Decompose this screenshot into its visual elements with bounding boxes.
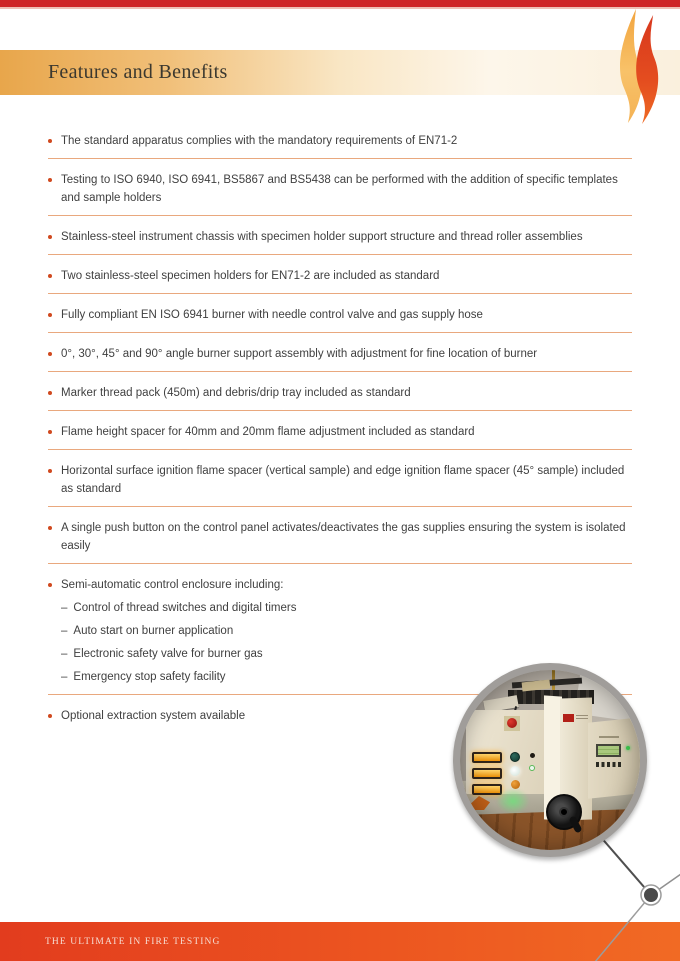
bullet-dot-icon (48, 313, 52, 317)
feature-text: Semi-automatic control enclosure including: (61, 579, 284, 591)
bullet-dot-icon (48, 526, 52, 530)
feature-sub-text: Electronic safety valve for burner gas (73, 648, 263, 660)
feature-item (48, 507, 632, 564)
bullet-dot-icon (48, 235, 52, 239)
bullet-dot-icon (48, 583, 52, 587)
flame-logo-icon (612, 9, 666, 125)
equipment-photo (453, 663, 647, 857)
header-band (0, 50, 680, 95)
top-red-bar-shadow (0, 7, 680, 9)
feature-item (48, 216, 632, 255)
bullet-dot-icon (48, 391, 52, 395)
feature-item (48, 450, 632, 507)
feature-text: Optional extraction system available (61, 710, 246, 722)
feature-item (48, 333, 632, 372)
bullet-dot-icon (48, 352, 52, 356)
feature-text: 0°, 30°, 45° and 90° angle burner support assembly with adjustment for fine location of burner (61, 348, 538, 360)
dash-marker: – (61, 671, 68, 683)
feature-item (48, 372, 632, 411)
dash-marker: – (61, 648, 68, 660)
feature-sub-text: Emergency stop safety facility (73, 671, 226, 683)
feature-sub-text: Auto start on burner application (73, 625, 234, 637)
feature-text: Fully compliant EN ISO 6941 burner with needle control valve and gas supply hose (61, 309, 483, 321)
dash-marker: – (61, 602, 68, 614)
feature-text: A single push button on the control panel activates/deactivates the gas supplies ensuring the system is isolated easily (61, 522, 626, 552)
feature-text: Stainless-steel instrument chassis with specimen holder support structure and thread roller assemblies (61, 231, 583, 243)
feature-text: Testing to ISO 6940, ISO 6941, BS5867 and BS5438 can be performed with the addition of specific templates and sample holders (61, 174, 618, 204)
bullet-dot-icon (48, 469, 52, 473)
bullet-dot-icon (48, 714, 52, 718)
feature-item (48, 411, 632, 450)
bullet-dot-icon (48, 274, 52, 278)
feature-text: Marker thread pack (450m) and debris/drip tray included as standard (61, 387, 411, 399)
feature-text: Horizontal surface ignition flame spacer (vertical sample) and edge ignition flame spacer (45° sample) included as standard (61, 465, 625, 495)
feature-sub-item (61, 599, 632, 617)
dash-marker: – (61, 625, 68, 637)
bullet-dot-icon (48, 178, 52, 182)
feature-sub-item (61, 622, 632, 640)
feature-sub-item (61, 645, 632, 663)
feature-item (48, 159, 632, 216)
footer-tagline: THE ULTIMATE IN FIRE TESTING (45, 936, 221, 947)
photo-vignette (460, 670, 640, 850)
page-title: Features and Benefits (48, 61, 228, 83)
bullet-dot-icon (48, 139, 52, 143)
feature-item (48, 120, 632, 159)
footer-band (0, 922, 680, 961)
feature-text: Flame height spacer for 40mm and 20mm flame adjustment included as standard (61, 426, 475, 438)
feature-text: The standard apparatus complies with the mandatory requirements of EN71-2 (61, 135, 458, 147)
connector-node-icon (641, 885, 661, 905)
feature-list (48, 120, 632, 733)
feature-sub-text: Control of thread switches and digital timers (73, 602, 297, 614)
bullet-dot-icon (48, 430, 52, 434)
feature-text: Two stainless-steel specimen holders for EN71-2 are included as standard (61, 270, 440, 282)
feature-item (48, 294, 632, 333)
feature-item (48, 255, 632, 294)
top-red-bar (0, 0, 680, 7)
